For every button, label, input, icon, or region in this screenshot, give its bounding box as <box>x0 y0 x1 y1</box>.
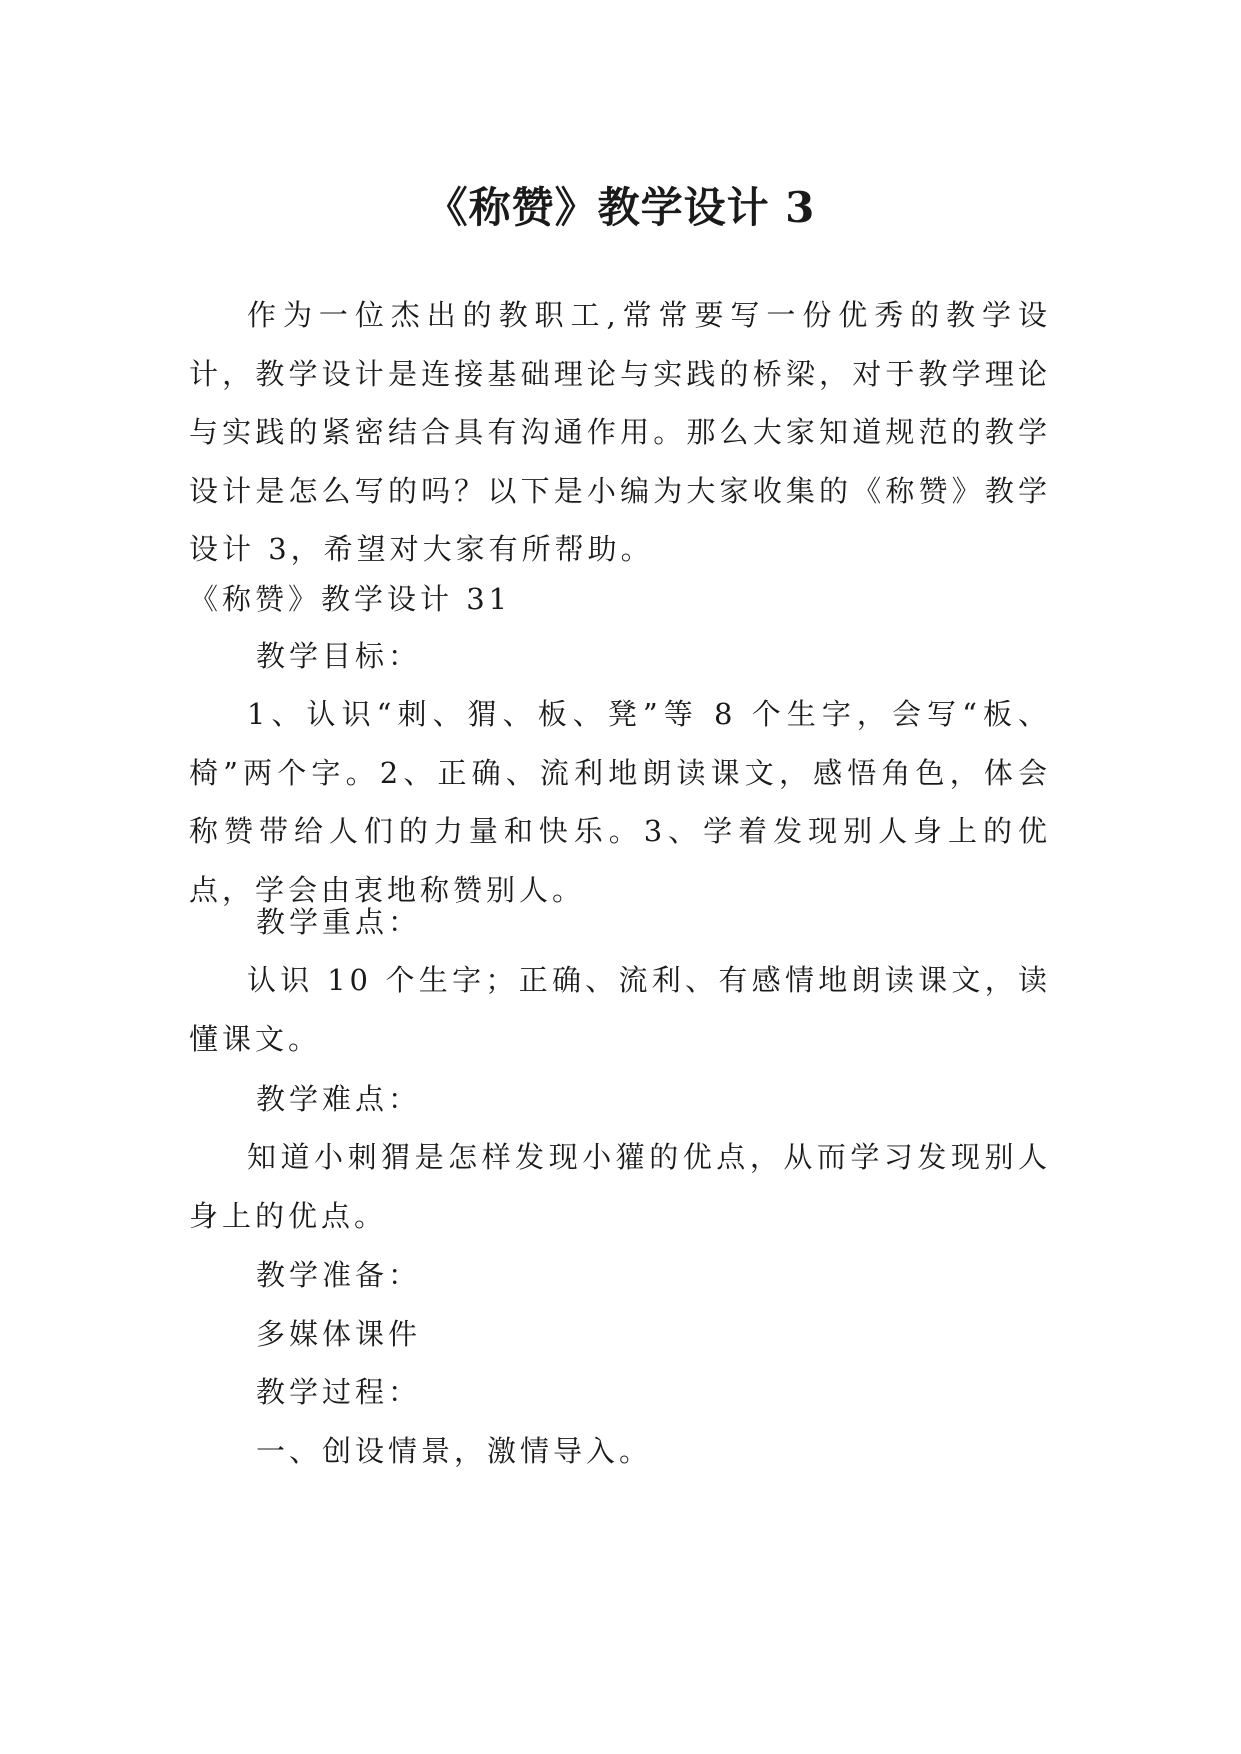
preparation-text: 多媒体课件 <box>256 1317 422 1351</box>
key-points-label: 教学重点： <box>256 905 422 939</box>
section-heading: 《称赞》教学设计 31 <box>189 582 512 616</box>
objectives-label: 教学目标： <box>256 639 422 673</box>
objectives-paragraph: 1、认识“刺、猬、板、凳”等 8 个生字，会写“板、椅”两个字。2、正确、流利地朗读课文，感悟角色，体会称赞带给人们的力量和快乐。3、学着发现别人身上的优点，学会由衷地称赞别人。 <box>189 697 1051 907</box>
preparation-label: 教学准备： <box>256 1258 422 1292</box>
process-label: 教学过程： <box>256 1375 422 1409</box>
key-points-paragraph: 认识 10 个生字；正确、流利、有感情地朗读课文，读懂课文。 <box>189 963 1051 1056</box>
document-title: 《称赞》教学设计 3 <box>425 183 816 233</box>
process-step-1: 一、创设情景，激情导入。 <box>256 1434 653 1468</box>
difficulty-label: 教学难点： <box>256 1082 422 1116</box>
difficulty-paragraph: 知道小刺猬是怎样发现小獾的优点，从而学习发现别人身上的优点。 <box>189 1140 1051 1233</box>
intro-paragraph: 作为一位杰出的教职工,常常要写一份优秀的教学设计，教学设计是连接基础理论与实践的桥梁，对于教学理论与实践的紧密结合具有沟通作用。那么大家知道规范的教学设计是怎么写的吗？以下是小编为大家收集的《称赞》教学设计 3，希望对大家有所帮助。 <box>189 298 1051 566</box>
